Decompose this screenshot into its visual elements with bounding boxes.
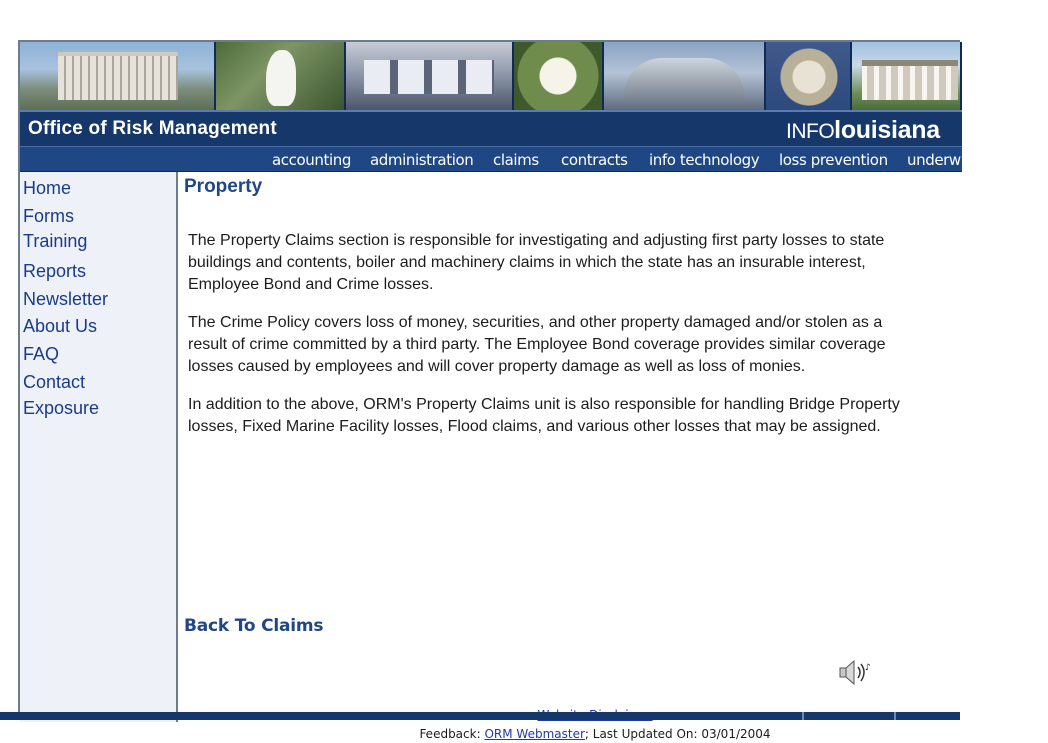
nav-item-contracts[interactable]: contracts — [561, 151, 628, 169]
info-louisiana-logo[interactable] — [786, 116, 940, 145]
main-content — [182, 172, 962, 741]
banner-photo-egret — [216, 42, 346, 110]
paragraph-line: buildings and contents, boiler and machinery claims in which the state has an insurable interest, — [188, 254, 866, 271]
banner-photo-superdome — [604, 42, 766, 110]
title-bar — [20, 110, 962, 146]
paragraph-crime-policy — [188, 312, 1048, 378]
nav-item-accounting[interactable]: accounting — [272, 151, 351, 169]
sidebar-item-home[interactable]: Home — [23, 178, 72, 198]
paragraph-line: The Crime Policy covers loss of money, securities, and other property damaged and/or stolen as a — [188, 314, 883, 331]
banner-photo-magnolia — [514, 42, 604, 110]
header-banner — [20, 42, 962, 110]
svg-text:♪: ♪ — [865, 663, 871, 673]
nav-item-claims[interactable]: claims — [493, 151, 539, 169]
sidebar-item-about-us[interactable]: About Us — [23, 316, 98, 336]
sidebar-item-exposure[interactable]: Exposure — [23, 398, 100, 418]
sidebar-item-contact[interactable]: Contact — [23, 372, 86, 392]
nav-item-info-technology[interactable]: info technology — [649, 151, 760, 169]
bottom-bar-divider — [802, 712, 804, 720]
paragraph-line: losses caused by employees and will cover property damage as well as loss of monies. — [188, 358, 806, 375]
bottom-bar — [0, 712, 960, 720]
last-updated-text: ; Last Updated On: 03/01/2004 — [584, 727, 771, 741]
bottom-bar-divider — [894, 712, 896, 720]
banner-photo-capitol-building — [20, 42, 216, 110]
paragraph-line: The Property Claims section is responsible for investigating and adjusting first party losses to state — [188, 232, 885, 249]
footer-feedback — [182, 726, 1008, 743]
logo-prefix: INFO — [786, 120, 835, 143]
sidebar-item-forms[interactable]: Forms — [23, 206, 74, 226]
banner-photo-office — [346, 42, 514, 110]
page-frame — [18, 40, 998, 741]
back-to-claims-link[interactable]: Back To Claims — [184, 616, 324, 636]
nav-item-administration[interactable]: administration — [370, 151, 474, 169]
banner-photo-pelican-seal — [766, 42, 852, 110]
feedback-label: Feedback: — [419, 727, 481, 741]
sidebar-item-faq[interactable]: FAQ — [23, 344, 60, 364]
paragraph-property-claims — [188, 230, 1048, 296]
paragraph-line: Employee Bond and Crime losses. — [188, 276, 434, 293]
nav-item-loss-prevention[interactable]: loss prevention — [779, 151, 888, 169]
speaker-icon[interactable] — [838, 658, 872, 686]
banner-photo-plantation — [852, 42, 962, 110]
top-nav — [20, 146, 998, 172]
paragraph-line: In addition to the above, ORM's Property Claims unit is also responsible for handling Bridge Property — [188, 396, 900, 413]
page-title: Property — [184, 176, 263, 197]
sidebar-item-newsletter[interactable]: Newsletter — [23, 289, 109, 309]
orm-webmaster-link[interactable]: ORM Webmaster — [484, 727, 585, 741]
logo-main: louisiana — [834, 116, 940, 144]
sidebar-item-training[interactable]: Training — [23, 231, 88, 251]
sidebar — [20, 172, 178, 722]
paragraph-line: result of crime committed by a third party. The Employee Bond coverage provides similar coverage — [188, 336, 886, 353]
paragraph-additional-losses — [188, 394, 1048, 438]
paragraph-line: losses, Fixed Marine Facility losses, Flood claims, and various other losses that may be assigned. — [188, 418, 881, 435]
nav-item-underwriting[interactable]: underwriting — [907, 151, 998, 169]
site-title: Office of Risk Management — [28, 118, 277, 139]
sidebar-item-reports[interactable]: Reports — [23, 261, 87, 281]
